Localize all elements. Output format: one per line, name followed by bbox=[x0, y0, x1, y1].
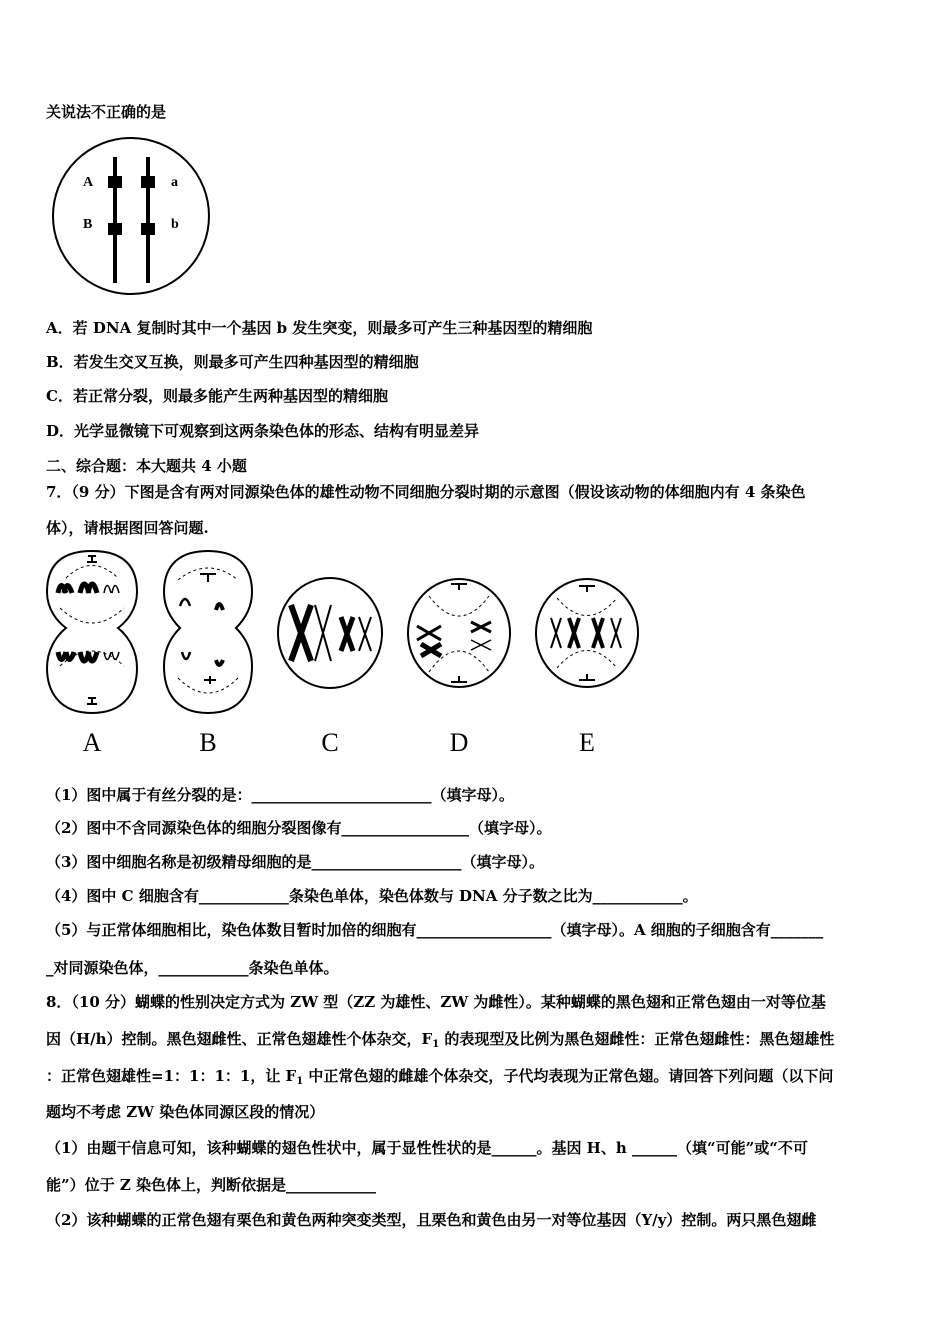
chromosome-cell-figure bbox=[50, 135, 212, 297]
option-c: C．若正常分裂，则最多能产生两种基因型的精细胞 bbox=[46, 387, 388, 405]
option-b: B．若发生交叉互换，则最多可产生四种基因型的精细胞 bbox=[46, 353, 419, 371]
figure-label-E: E bbox=[579, 728, 595, 757]
cell-A-figure bbox=[44, 548, 140, 716]
q7-sub4: （4）图中 C 细胞含有____________条染色单体，染色体数与 DNA 分子数之比为____________。 bbox=[46, 887, 698, 905]
q8-line2-part2: 的表现型及比例为黑色翅雌性：正常色翅雌性：黑色翅雄性 bbox=[439, 1030, 835, 1048]
gene-label-b: b bbox=[171, 217, 179, 232]
q7-sub5-line2: _对同源染色体，____________条染色单体。 bbox=[46, 959, 339, 977]
figure-label-A: A bbox=[82, 728, 102, 757]
gene-label-A: A bbox=[83, 175, 94, 190]
q8-line2 bbox=[46, 1029, 834, 1055]
q7-sub3: （3）图中细胞名称是初级精母细胞的是____________________（填字母）。 bbox=[46, 853, 544, 871]
q7-stem-line1: 7．（9 分）下图是含有两对同源染色体的雄性动物不同细胞分裂时期的示意图（假设该动物的体细胞内有 4 条染色 bbox=[46, 483, 806, 501]
figure-label-D: D bbox=[449, 728, 469, 757]
q7-sub1: （1）图中属于有丝分裂的是：________________________（填字母）。 bbox=[46, 786, 514, 804]
q8-line1: 8．（10 分）蝴蝶的性别决定方式为 ZW 型（ZZ 为雄性、ZW 为雌性）。某种蝴蝶的黑色翅和正常色翅由一对等位基 bbox=[46, 993, 826, 1011]
q8-line3-part1: ：正常色翅雄性=1：1：1：1，让 F bbox=[46, 1067, 297, 1085]
section-title: 二、综合题：本大题共 4 小题 bbox=[46, 457, 247, 475]
q8-sub2-line1: （2）该种蝴蝶的正常色翅有栗色和黄色两种突变类型，且栗色和黄色由另一对等位基因（Y/y）控制。两只黑色翅雌 bbox=[46, 1211, 817, 1229]
q8-line3-part2: 中正常色翅的雌雄个体杂交，子代均表现为正常色翅。请回答下列问题（以下问 bbox=[303, 1067, 834, 1085]
gene-label-a: a bbox=[171, 175, 178, 190]
lead-text: 关说法不正确的是 bbox=[46, 103, 167, 121]
option-a: A．若 DNA 复制时其中一个基因 b 发生突变，则最多可产生三种基因型的精细胞 bbox=[46, 319, 593, 337]
cell-C-figure bbox=[275, 575, 385, 691]
cell-B-figure bbox=[160, 548, 256, 716]
gene-label-B: B bbox=[83, 217, 93, 232]
subscript-1: 1 bbox=[296, 1076, 304, 1087]
cell-E-figure bbox=[533, 576, 641, 690]
figure-label-B: B bbox=[199, 728, 217, 757]
cell-D-figure bbox=[405, 576, 513, 690]
q8-sub1-line1: （1）由题干信息可知，该种蝴蝶的翅色性状中，属于显性性状的是______。基因 H、h ______（填“可能”或“不可 bbox=[46, 1139, 808, 1157]
option-d: D．光学显微镜下可观察到这两条染色体的形态、结构有明显差异 bbox=[46, 422, 480, 440]
q7-sub5-line1: （5）与正常体细胞相比，染色体数目暂时加倍的细胞有__________________（填字母）。A 细胞的子细胞含有_______ bbox=[46, 921, 824, 939]
subscript-1: 1 bbox=[432, 1039, 440, 1050]
q8-line3 bbox=[46, 1066, 833, 1092]
q8-line2-part1: 因（H/h）控制。黑色翅雌性、正常色翅雄性个体杂交，F bbox=[46, 1030, 433, 1048]
q8-line4: 题均不考虑 ZW 染色体同源区段的情况） bbox=[46, 1103, 325, 1121]
q7-sub2: （2）图中不含同源染色体的细胞分裂图像有_________________（填字母）。 bbox=[46, 819, 552, 837]
q8-sub1-line2: 能”）位于 Z 染色体上，判断依据是____________ bbox=[46, 1176, 377, 1194]
figure-label-C: C bbox=[321, 728, 339, 757]
q7-stem-line2: 体），请根据图回答问题. bbox=[46, 519, 209, 537]
